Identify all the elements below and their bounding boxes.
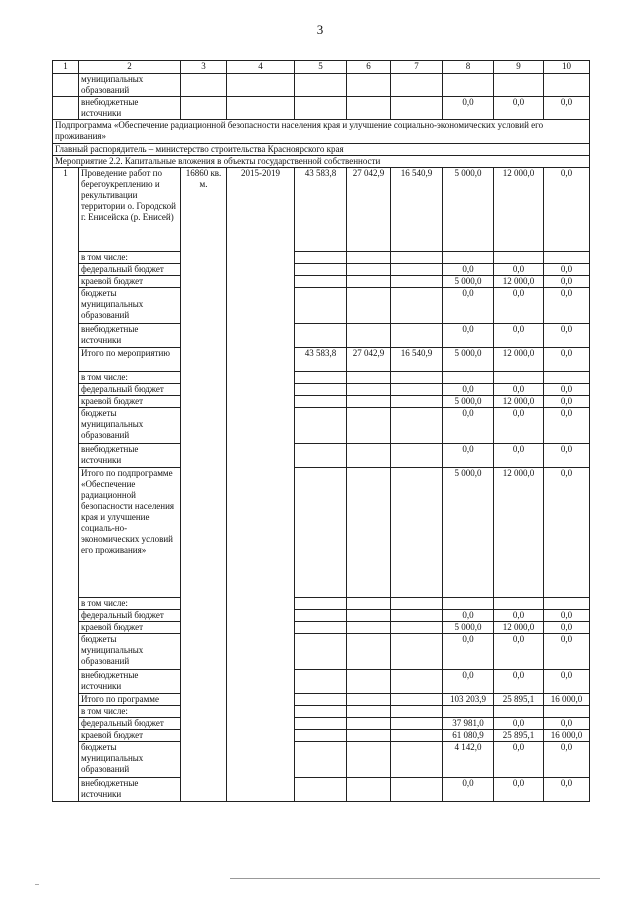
value-c6: 27 042,9 — [347, 348, 391, 372]
value-c7 — [391, 742, 443, 778]
value-c9: 0,0 — [494, 97, 544, 120]
value-c10: 0,0 — [544, 622, 590, 634]
page-number: 3 — [316, 22, 324, 37]
value-c7 — [391, 610, 443, 622]
value-c10: 0,0 — [544, 634, 590, 670]
value-c10: 0,0 — [544, 97, 590, 120]
row-label: бюджеты муниципальных образований — [79, 288, 181, 324]
value-c8: 61 080,9 — [443, 730, 494, 742]
value-c5 — [295, 742, 347, 778]
row-label: бюджеты муниципальных образований — [79, 408, 181, 444]
table-row — [53, 97, 590, 120]
value-c5 — [295, 324, 347, 348]
value-c8: 0,0 — [443, 634, 494, 670]
value-c9 — [494, 74, 544, 97]
row-label: краевой бюджет — [79, 276, 181, 288]
value-c9: 0,0 — [494, 718, 544, 730]
table-row — [53, 778, 590, 802]
table-row — [53, 264, 590, 276]
value-c9: 0,0 — [494, 288, 544, 324]
value-c7 — [391, 384, 443, 396]
row-label: внебюджетные источники — [79, 324, 181, 348]
value-c6 — [347, 264, 391, 276]
value-c8: 5 000,0 — [443, 396, 494, 408]
value-c5 — [295, 730, 347, 742]
value-c5 — [295, 276, 347, 288]
value-c10 — [544, 74, 590, 97]
row-label: в том числе: — [79, 706, 181, 718]
table-row — [53, 670, 590, 694]
value-c8: 103 203,9 — [443, 694, 494, 706]
value-c8: 5 000,0 — [443, 622, 494, 634]
measure-volume: 16860 кв. м. — [181, 168, 227, 802]
row-label: в том числе: — [79, 252, 181, 264]
row-label: федеральный бюджет — [79, 610, 181, 622]
row-label: федеральный бюджет — [79, 264, 181, 276]
value-c5 — [295, 264, 347, 276]
value-c7: 16 540,9 — [391, 348, 443, 372]
value-c5 — [295, 252, 347, 264]
value-c5 — [295, 634, 347, 670]
value-c8 — [443, 598, 494, 610]
table-row — [53, 74, 590, 97]
measure-value-c8: 5 000,0 — [443, 168, 494, 252]
measure-value-c7: 16 540,9 — [391, 168, 443, 252]
table-row — [53, 694, 590, 706]
value-c5 — [295, 372, 347, 384]
value-c9 — [494, 598, 544, 610]
value-c9: 12 000,0 — [494, 348, 544, 372]
value-c8: 0,0 — [443, 264, 494, 276]
table-row — [53, 288, 590, 324]
column-number-8: 8 — [443, 61, 494, 74]
value-c7 — [391, 372, 443, 384]
value-c4 — [227, 97, 295, 120]
value-c9: 0,0 — [494, 444, 544, 468]
value-c8: 0,0 — [443, 384, 494, 396]
value-c6 — [347, 718, 391, 730]
value-c5 — [295, 706, 347, 718]
section-row — [53, 156, 590, 168]
row-label: краевой бюджет — [79, 396, 181, 408]
value-c10 — [544, 372, 590, 384]
measure-value-c5: 43 583,8 — [295, 168, 347, 252]
value-c6 — [347, 730, 391, 742]
value-c7 — [391, 670, 443, 694]
value-c7 — [391, 264, 443, 276]
section-row — [53, 120, 590, 144]
value-c7 — [391, 598, 443, 610]
value-c7 — [391, 730, 443, 742]
value-c7 — [391, 408, 443, 444]
table-row — [53, 598, 590, 610]
value-c7 — [391, 444, 443, 468]
value-c6 — [347, 444, 391, 468]
value-c6 — [347, 694, 391, 706]
value-c7 — [391, 778, 443, 802]
table-row — [53, 396, 590, 408]
value-c10: 0,0 — [544, 384, 590, 396]
value-c10 — [544, 598, 590, 610]
value-c7 — [391, 276, 443, 288]
row-label: Итого по подпрограмме «Обеспечение радиационной безопасности населения края и улучшение социаль-но-экономических условий его проживания» — [79, 468, 181, 598]
row-label: внебюджетные источники — [79, 97, 181, 120]
table-row — [53, 730, 590, 742]
value-c10: 0,0 — [544, 264, 590, 276]
value-c6 — [347, 742, 391, 778]
value-c8: 0,0 — [443, 408, 494, 444]
budget-table — [52, 60, 590, 802]
measure-period: 2015-2019 — [227, 168, 295, 802]
table-row — [53, 372, 590, 384]
value-c8: 5 000,0 — [443, 468, 494, 598]
value-c10 — [544, 252, 590, 264]
value-c10: 0,0 — [544, 324, 590, 348]
value-c8: 5 000,0 — [443, 348, 494, 372]
row-label: Итого по мероприятию — [79, 348, 181, 372]
column-number-4: 4 — [227, 61, 295, 74]
measure-value-c9: 12 000,0 — [494, 168, 544, 252]
row-label: федеральный бюджет — [79, 718, 181, 730]
row-label: муниципальных образований — [79, 74, 181, 97]
value-c8: 0,0 — [443, 324, 494, 348]
value-c9: 12 000,0 — [494, 622, 544, 634]
table-header-row — [53, 61, 590, 74]
column-number-2: 2 — [79, 61, 181, 74]
table-row — [53, 444, 590, 468]
value-c6 — [347, 97, 391, 120]
value-c5 — [295, 610, 347, 622]
value-c10: 16 000,0 — [544, 730, 590, 742]
value-c9 — [494, 252, 544, 264]
value-c8 — [443, 74, 494, 97]
measure-value-c6: 27 042,9 — [347, 168, 391, 252]
value-c5 — [295, 468, 347, 598]
table-row — [53, 408, 590, 444]
value-c6 — [347, 74, 391, 97]
value-c6 — [347, 396, 391, 408]
value-c10: 0,0 — [544, 468, 590, 598]
value-c10: 0,0 — [544, 348, 590, 372]
value-c8 — [443, 706, 494, 718]
main-manager: Главный распорядитель – министерство строительства Красноярского края — [53, 144, 590, 156]
subprogram-title: Подпрограмма «Обеспечение радиационной безопасности населения края и улучшение социально-экономических условий его проживания» — [53, 120, 590, 144]
column-number-3: 3 — [181, 61, 227, 74]
value-c9: 0,0 — [494, 670, 544, 694]
value-c7 — [391, 468, 443, 598]
value-c5 — [295, 778, 347, 802]
table-row — [53, 718, 590, 730]
value-c10 — [544, 706, 590, 718]
value-c9: 0,0 — [494, 384, 544, 396]
value-c9: 25 895,1 — [494, 694, 544, 706]
value-c6 — [347, 408, 391, 444]
value-c7 — [391, 288, 443, 324]
value-c7 — [391, 252, 443, 264]
value-c6 — [347, 706, 391, 718]
value-c5 — [295, 622, 347, 634]
scan-artifact-line — [230, 878, 600, 879]
value-c6 — [347, 598, 391, 610]
value-c5 — [295, 598, 347, 610]
table-row — [53, 706, 590, 718]
value-c6 — [347, 384, 391, 396]
table-row — [53, 610, 590, 622]
column-number-5: 5 — [295, 61, 347, 74]
value-c5 — [295, 396, 347, 408]
measure-title: Мероприятие 2.2. Капитальные вложения в объекты государственной собственности — [53, 156, 590, 168]
value-c9: 12 000,0 — [494, 276, 544, 288]
table-row — [53, 468, 590, 598]
value-c9 — [494, 706, 544, 718]
row-label: бюджеты муниципальных образований — [79, 634, 181, 670]
value-c5 — [295, 384, 347, 396]
value-c9: 0,0 — [494, 634, 544, 670]
value-c10: 0,0 — [544, 778, 590, 802]
value-c6 — [347, 468, 391, 598]
row-label: внебюджетные источники — [79, 670, 181, 694]
value-c3 — [181, 74, 227, 97]
value-c6 — [347, 634, 391, 670]
value-c5 — [295, 288, 347, 324]
table-row — [53, 276, 590, 288]
scan-artifact-dot — [35, 884, 39, 885]
row-label: внебюджетные источники — [79, 444, 181, 468]
value-c10: 0,0 — [544, 670, 590, 694]
value-c9: 0,0 — [494, 610, 544, 622]
value-c7 — [391, 74, 443, 97]
value-c8: 0,0 — [443, 610, 494, 622]
value-c8: 37 981,0 — [443, 718, 494, 730]
column-number-6: 6 — [347, 61, 391, 74]
value-c6 — [347, 610, 391, 622]
value-c9: 0,0 — [494, 742, 544, 778]
row-label: в том числе: — [79, 372, 181, 384]
row-number — [53, 97, 79, 120]
row-number — [53, 74, 79, 97]
value-c6 — [347, 778, 391, 802]
value-c10: 0,0 — [544, 396, 590, 408]
value-c7 — [391, 694, 443, 706]
measure-row — [53, 168, 590, 252]
value-c5 — [295, 670, 347, 694]
row-label: краевой бюджет — [79, 730, 181, 742]
value-c5 — [295, 444, 347, 468]
value-c10: 0,0 — [544, 288, 590, 324]
value-c6 — [347, 670, 391, 694]
value-c9: 0,0 — [494, 408, 544, 444]
row-label: краевой бюджет — [79, 622, 181, 634]
value-c8: 0,0 — [443, 288, 494, 324]
value-c8: 4 142,0 — [443, 742, 494, 778]
row-label: Итого по программе — [79, 694, 181, 706]
column-number-9: 9 — [494, 61, 544, 74]
value-c10: 0,0 — [544, 718, 590, 730]
value-c5 — [295, 74, 347, 97]
column-number-1: 1 — [53, 61, 79, 74]
value-c7 — [391, 634, 443, 670]
value-c6 — [347, 324, 391, 348]
value-c10: 0,0 — [544, 742, 590, 778]
value-c9: 12 000,0 — [494, 468, 544, 598]
value-c3 — [181, 97, 227, 120]
value-c10: 0,0 — [544, 276, 590, 288]
value-c5: 43 583,8 — [295, 348, 347, 372]
table-row — [53, 634, 590, 670]
value-c9: 0,0 — [494, 264, 544, 276]
table-row — [53, 324, 590, 348]
value-c5 — [295, 718, 347, 730]
value-c8: 0,0 — [443, 97, 494, 120]
value-c7 — [391, 622, 443, 634]
value-c8: 5 000,0 — [443, 276, 494, 288]
value-c8 — [443, 372, 494, 384]
value-c9: 0,0 — [494, 778, 544, 802]
value-c4 — [227, 74, 295, 97]
value-c10: 0,0 — [544, 444, 590, 468]
value-c6 — [347, 372, 391, 384]
table-row — [53, 384, 590, 396]
value-c7 — [391, 706, 443, 718]
value-c9 — [494, 372, 544, 384]
value-c8: 0,0 — [443, 670, 494, 694]
column-number-7: 7 — [391, 61, 443, 74]
value-c10: 0,0 — [544, 610, 590, 622]
value-c10: 16 000,0 — [544, 694, 590, 706]
table-row — [53, 348, 590, 372]
value-c6 — [347, 252, 391, 264]
table-row — [53, 252, 590, 264]
value-c9: 12 000,0 — [494, 396, 544, 408]
value-c8: 0,0 — [443, 778, 494, 802]
value-c6 — [347, 276, 391, 288]
table-row — [53, 622, 590, 634]
row-label: федеральный бюджет — [79, 384, 181, 396]
value-c5 — [295, 694, 347, 706]
value-c9: 0,0 — [494, 324, 544, 348]
row-label: бюджеты муниципальных образований — [79, 742, 181, 778]
measure-number: 1 — [53, 168, 79, 802]
row-label: в том числе: — [79, 598, 181, 610]
value-c7 — [391, 324, 443, 348]
value-c8: 0,0 — [443, 444, 494, 468]
measure-label: Проведение работ по берегоукреплению и рекультивации территории о. Городской г. Енисейска (р. Енисей) — [79, 168, 181, 252]
value-c6 — [347, 288, 391, 324]
value-c7 — [391, 396, 443, 408]
value-c6 — [347, 622, 391, 634]
column-number-10: 10 — [544, 61, 590, 74]
row-label: внебюджетные источники — [79, 778, 181, 802]
table-row — [53, 742, 590, 778]
value-c10: 0,0 — [544, 408, 590, 444]
value-c7 — [391, 97, 443, 120]
value-c9: 25 895,1 — [494, 730, 544, 742]
section-row — [53, 144, 590, 156]
measure-value-c10: 0,0 — [544, 168, 590, 252]
value-c7 — [391, 718, 443, 730]
value-c5 — [295, 97, 347, 120]
value-c5 — [295, 408, 347, 444]
value-c8 — [443, 252, 494, 264]
